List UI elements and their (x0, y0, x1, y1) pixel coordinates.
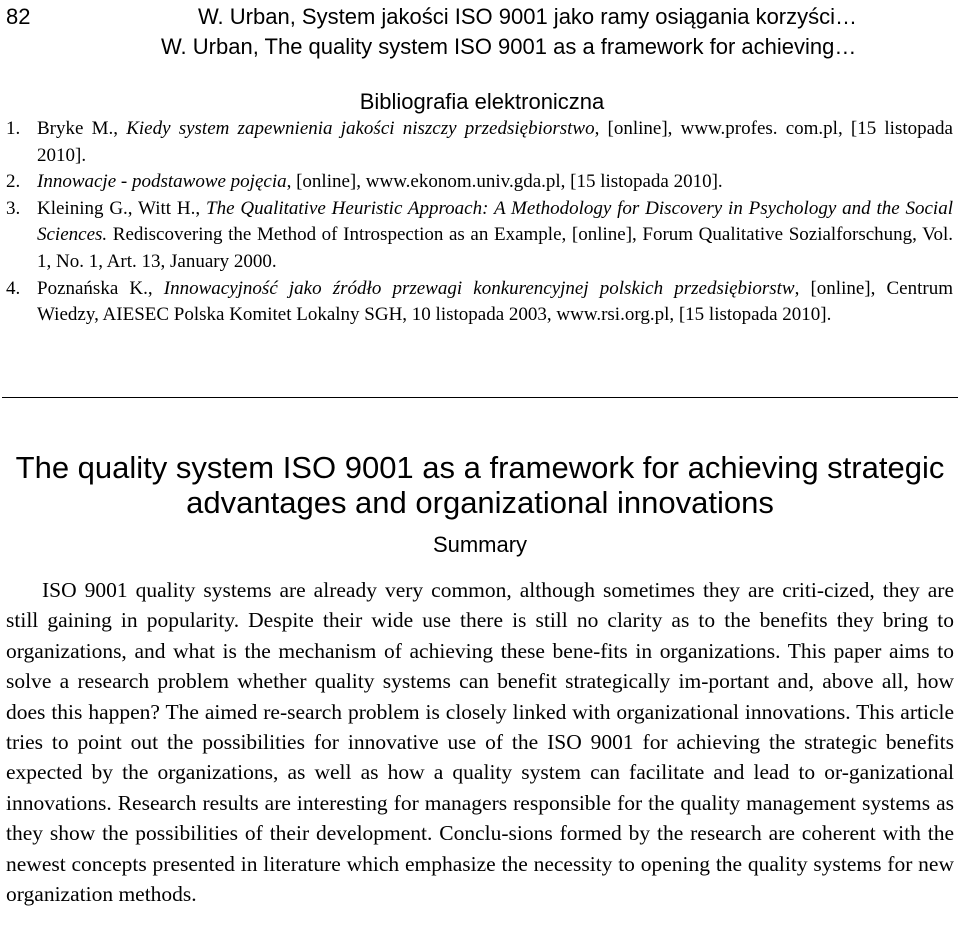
item-text-part: , [online], Centrum Wiedzy, AIESEC Polska Komitet Lokalny SGH, 10 listopada 2003, www.rsi.org.pl, [15 listopada 2010]. (37, 277, 954, 326)
page-number: 82 (6, 4, 31, 29)
item-number: 4. (6, 277, 21, 299)
item-title: Kiedy system zapewnienia jakości niszczy przedsiębiorstwo (126, 118, 595, 139)
item-text (37, 198, 953, 272)
running-header-english: W. Urban, The quality system ISO 9001 as a framework for achieving… (161, 34, 857, 59)
bibliography-item (6, 196, 953, 276)
item-title: Innowacje - podstawowe pojęcia (37, 171, 287, 193)
summary-abstract: ISO 9001 quality systems are already very common, although sometimes they are criti-cized, they are still gaining in popularity. Despite their wide use there is still no clarity as to the benefits they bring to organizations, and what is the mechanism of achieving these bene-fits in organizations. This paper aims to solve a research problem whether quality systems can benefit strategically im-portant and, above all, how does this happen? The aimed re-search problem is closely linked with organizational innovations. This article tries to point out the possibilities for innovative use of the ISO 9001 for achieving the strategic benefits expected by the organizations, as well as how a quality system can facilitate and lead to or-ganizational innovations. Research results are interesting for managers responsible for the quality management systems as they show the possibilities of their development. Conclu-sions formed by the research are coherent with the newest concepts presented in literature which emphasize the necessity to opening the quality systems for new organization methods. (6, 578, 954, 907)
article-title-line: advantages and organizational innovations (186, 485, 774, 520)
item-text-part: Rediscovering the Method of Introspection as an Example, [online], Forum Qualitative Sozialforschung, Vol. 1, No. 1, Art. 13, January 2000. (37, 224, 953, 272)
item-number: 2. (6, 171, 21, 193)
item-text-part: Kleining G., Witt H., (37, 197, 206, 219)
section-divider (2, 397, 958, 398)
article-title-line: The quality system ISO 9001 as a framework for achieving strategic (15, 450, 945, 485)
item-title: The Qualitative Heuristic Approach: A Methodology for Discovery in Psychology and the Social Sciences. (37, 197, 953, 246)
item-number: 3. (6, 197, 21, 219)
bibliography-item (6, 116, 953, 169)
bibliography-list (6, 116, 953, 329)
bibliography-item (6, 169, 953, 196)
item-number: 1. (6, 118, 21, 139)
item-text-part: Bryke M., (37, 118, 127, 139)
item-text (37, 118, 953, 166)
item-text-part: , [online], www.ekonom.univ.gda.pl, [15 listopada 2010]. (286, 171, 723, 193)
article-title (0, 450, 960, 520)
bibliography-heading: Bibliografia elektroniczna (359, 89, 605, 114)
item-text (37, 171, 723, 192)
item-text-part: , [online], www.profes. com.pl, [15 listopada 2010]. (37, 118, 953, 166)
bibliography-item (6, 276, 953, 329)
item-text (37, 278, 953, 326)
running-header-polish: W. Urban, System jakości ISO 9001 jako ramy osiągania korzyści… (198, 4, 858, 29)
item-text-part: Poznańska K., (37, 277, 164, 299)
summary-heading: Summary (432, 532, 528, 557)
item-title: Innowacyjność jako źródło przewagi konkurencyjnej polskich przedsiębiorstw (163, 277, 795, 299)
